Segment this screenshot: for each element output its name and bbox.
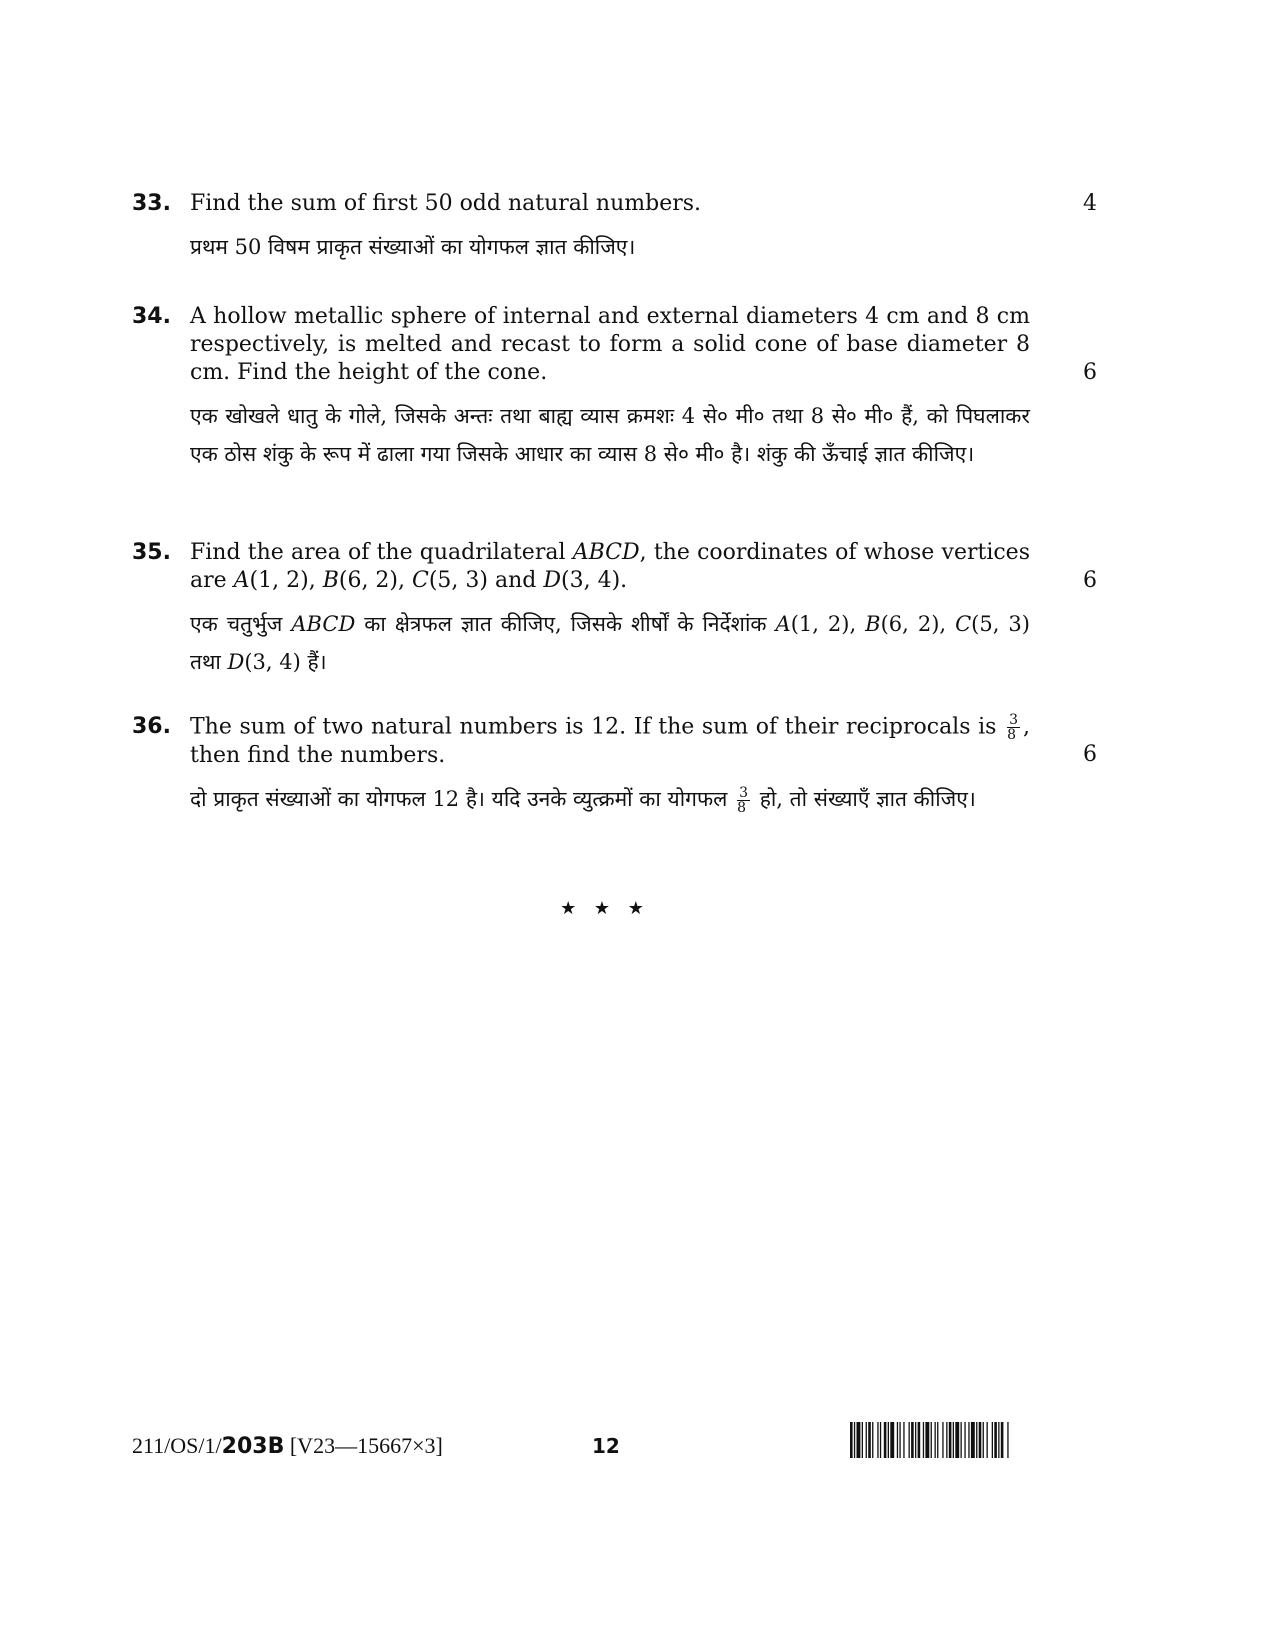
vertex-coordinate: (1, 2), — [790, 612, 857, 636]
text-segment: एक चतुर्भुज — [190, 612, 283, 636]
vertex-coordinate: (5, 3) — [428, 568, 488, 593]
barcode-bar — [877, 1422, 878, 1458]
vertex-label: C — [412, 568, 429, 593]
barcode-bar — [994, 1422, 997, 1458]
question-text-english — [190, 713, 1030, 770]
barcode-bar — [987, 1422, 988, 1458]
text-segment: का क्षेत्रफल ज्ञात कीजिए, जिसके शीर्षों के निर्देशांक — [364, 612, 767, 636]
barcode-bar — [857, 1422, 861, 1458]
page-number: 12 — [592, 1434, 620, 1458]
barcode-bar — [899, 1422, 900, 1458]
question-number: 34. — [132, 304, 171, 329]
question-text-english: Find the sum of first 50 odd natural numbers. — [190, 191, 702, 216]
barcode-bar — [890, 1422, 894, 1458]
vertex-label: D — [543, 568, 562, 593]
question-text-hindi — [190, 605, 1030, 681]
barcode-bar — [1007, 1422, 1008, 1458]
question-marks: 6 — [1083, 360, 1097, 385]
text-segment: and — [495, 568, 537, 593]
text-segment: तथा — [190, 650, 221, 674]
vertex-coordinate: (1, 2), — [249, 568, 316, 593]
barcode-bar — [915, 1422, 916, 1458]
question-marks: 6 — [1083, 568, 1097, 593]
barcode-bar — [968, 1422, 969, 1458]
barcode-bar — [964, 1422, 965, 1458]
vertex-label: A — [775, 612, 791, 636]
barcode-bar — [925, 1422, 929, 1458]
vertex-coordinate: (6, 2), — [338, 568, 405, 593]
barcode-bar — [937, 1422, 938, 1458]
quadrilateral-label: ABCD — [291, 612, 356, 636]
fraction-denominator: 8 — [1007, 727, 1016, 743]
barcode-bar — [909, 1422, 910, 1458]
vertex-coordinate: (3, 4). — [561, 568, 628, 593]
barcode-bar — [868, 1422, 871, 1458]
barcode-bar — [998, 1422, 999, 1458]
fraction — [1007, 713, 1020, 742]
barcode-bar — [935, 1422, 936, 1458]
barcode-bar — [955, 1422, 959, 1458]
barcode-bar — [1001, 1422, 1004, 1458]
vertex-label: A — [233, 568, 250, 593]
barcode-bar — [979, 1422, 982, 1458]
paper-code-suffix: [V23—15667×3] — [284, 1433, 443, 1458]
question-body — [190, 713, 1030, 818]
question-text-hindi: प्रथम 50 विषम प्राकृत संख्याओं का योगफल ज्ञात कीजिए। — [190, 235, 636, 259]
barcode-bar — [942, 1422, 943, 1458]
vertex-label: D — [227, 650, 245, 674]
question-number: 35. — [132, 540, 171, 565]
question-text-hindi — [190, 780, 1030, 818]
question-body — [190, 303, 1030, 473]
barcode-bar — [866, 1422, 867, 1458]
question-text-english: A hollow metallic sphere of internal and external diameters 4 cm and 8 cm respectively, is melted and recast to form a solid cone of base diameter 8 cm. Find the height of the cone. — [190, 304, 1030, 385]
text-segment: हो, तो संख्याएँ ज्ञात कीजिए। — [759, 787, 976, 811]
fraction-numerator: 3 — [1009, 712, 1018, 728]
paper-code — [132, 1432, 443, 1461]
barcode-bar — [884, 1422, 887, 1458]
barcode-bar — [931, 1422, 932, 1458]
paper-code-bold: 203B — [221, 1434, 285, 1459]
barcode-bar — [961, 1422, 962, 1458]
barcode-bar — [888, 1422, 889, 1458]
question-text-english — [190, 539, 1030, 595]
barcode-bar — [949, 1422, 952, 1458]
text-segment: हैं। — [307, 650, 327, 674]
paper-code-prefix: 211/OS/1/ — [132, 1433, 222, 1458]
vertex-label: B — [322, 568, 339, 593]
question-marks: 4 — [1083, 191, 1097, 216]
text-segment: दो प्राकृत संख्याओं का योगफल 12 है। यदि उनके व्युत्क्रमों का योगफल — [190, 787, 728, 811]
question-text-hindi: एक खोखले धातु के गोले, जिसके अन्तः तथा बाह्य व्यास क्रमशः 4 से० मी० तथा 8 से० मी० हैं, को पिघलाकर एक ठोस शंकु के रूप में ढाला गया जिसके आधार का व्यास 8 से० मी० है। शंकु की ऊँचाई ज्ञात कीजिए। — [190, 404, 1030, 466]
text-segment: , the coordinates of whose vertices are — [190, 540, 1030, 593]
barcode-bar — [854, 1422, 855, 1458]
barcode-bar — [923, 1422, 924, 1458]
vertex-label: C — [955, 612, 972, 636]
barcode-bar — [918, 1422, 921, 1458]
barcode-bar — [880, 1422, 881, 1458]
barcode-bar — [903, 1422, 904, 1458]
barcode-bar — [983, 1422, 984, 1458]
barcode-bar — [946, 1422, 947, 1458]
barcode-bar — [971, 1422, 975, 1458]
barcode-bar — [953, 1422, 954, 1458]
barcode-image — [850, 1422, 1084, 1458]
question-body — [190, 190, 1030, 266]
fraction-denominator: 8 — [737, 800, 747, 816]
barcode-bar — [976, 1422, 977, 1458]
barcode-bar — [872, 1422, 873, 1458]
question-body — [190, 539, 1030, 681]
vertex-coordinate: (5, 3) — [971, 612, 1030, 636]
fraction — [737, 786, 750, 815]
question-marks: 6 — [1083, 742, 1097, 767]
vertex-coordinate: (6, 2), — [880, 612, 947, 636]
text-segment: Find the area of the quadrilateral — [190, 540, 566, 565]
barcode-bar — [850, 1422, 853, 1458]
barcode-bar — [862, 1422, 863, 1458]
vertex-coordinate: (3, 4) — [244, 650, 301, 674]
text-segment: , then find the numbers. — [190, 714, 1030, 768]
text-segment: The sum of two natural numbers is 12. If the sum of their reciprocals is — [190, 714, 997, 740]
question-number: 33. — [132, 191, 171, 216]
end-of-paper-marker: ★ ★ ★ — [560, 898, 650, 919]
fraction-numerator: 3 — [739, 785, 749, 801]
quadrilateral-label: ABCD — [572, 540, 640, 565]
vertex-label: B — [865, 612, 881, 636]
barcode-bar — [992, 1422, 993, 1458]
question-number: 36. — [132, 714, 171, 739]
barcode-bar — [897, 1422, 898, 1458]
barcode-bar — [911, 1422, 914, 1458]
